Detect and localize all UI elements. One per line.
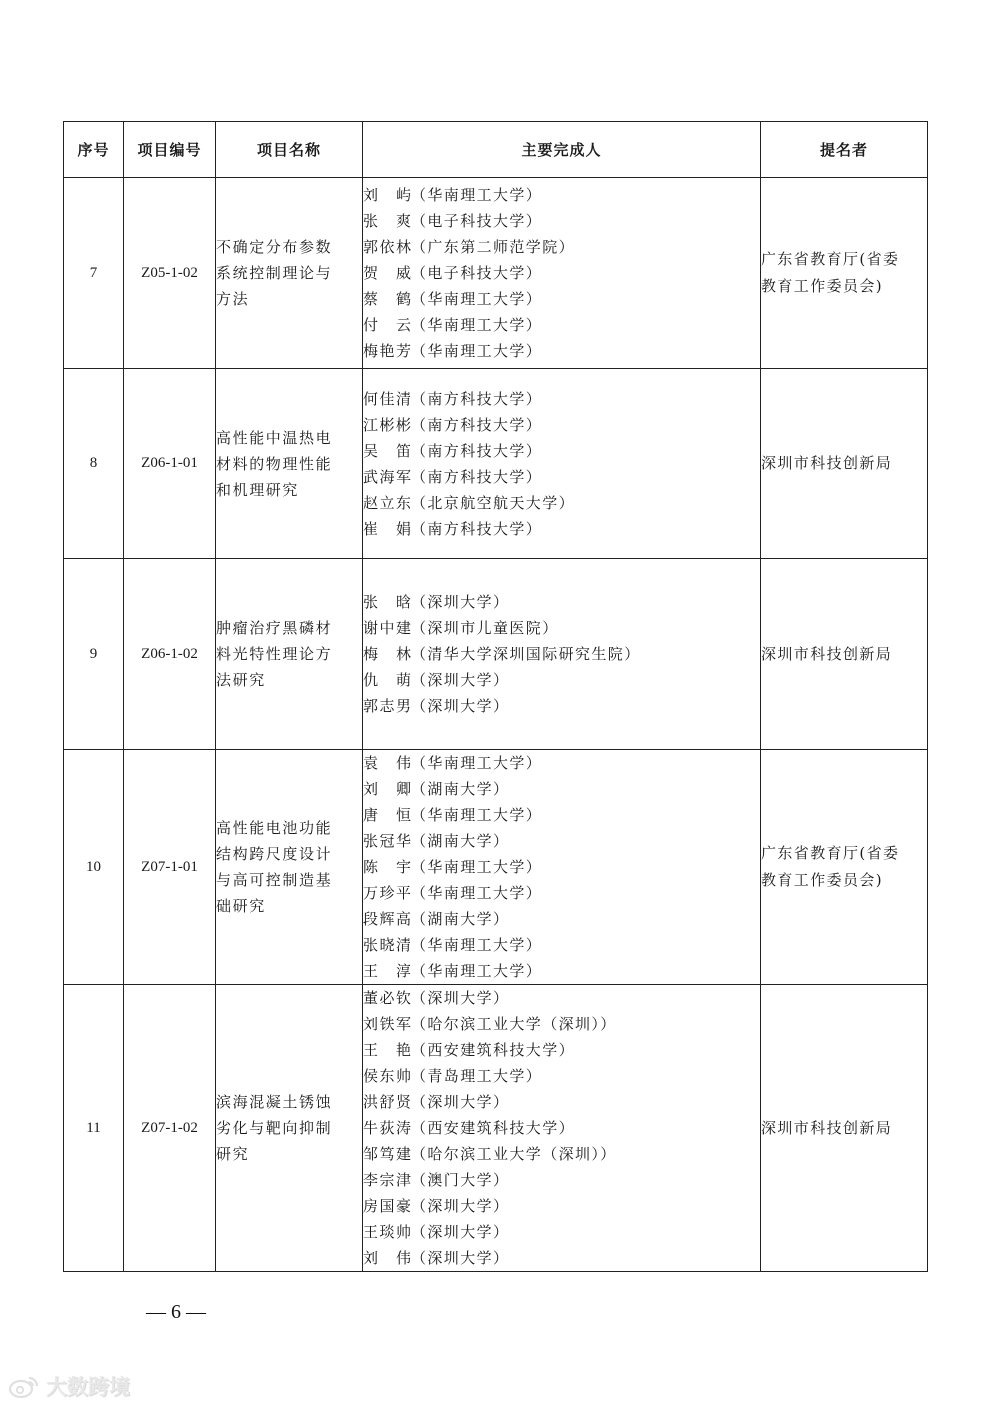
project-name-line: 高性能中温热电: [216, 428, 333, 447]
person-entry: [363, 906, 760, 932]
person-name: 段辉高: [363, 910, 411, 928]
person-entry: [363, 516, 760, 542]
person-entry: [363, 750, 760, 776]
person-name: 董必钦: [363, 989, 411, 1007]
project-name-line: 劣化与靶向抑制: [216, 1119, 333, 1137]
header-code: 项目编号: [124, 122, 216, 178]
cell-persons: [363, 750, 761, 985]
person-entry: [363, 338, 760, 364]
person-name: 房国豪: [363, 1197, 411, 1215]
person-name: 洪舒贤: [363, 1093, 411, 1111]
person-entry: [363, 1063, 760, 1089]
nominator-line: 教育工作委员会): [761, 277, 884, 295]
person-unit: （华南理工大学）: [411, 962, 543, 980]
header-persons: 主要完成人: [363, 122, 761, 178]
cell-nominator: [761, 369, 928, 559]
cell-persons: [363, 559, 761, 750]
person-entry: [363, 386, 760, 412]
person-unit: （华南理工大学）: [411, 806, 543, 824]
nominator-line: 广东省教育厅(省委: [761, 844, 900, 862]
person-name: 刘 伟: [363, 1249, 411, 1267]
person-unit: （深圳大学）: [411, 671, 510, 689]
person-entry: [363, 412, 760, 438]
person-name: 梅 林: [363, 645, 411, 663]
cell-code: Z06-1-02: [124, 559, 216, 750]
person-entry: [363, 693, 760, 719]
nominator-line: 教育工作委员会): [761, 871, 884, 889]
person-name: 付 云: [363, 316, 411, 334]
cell-no: 8: [64, 369, 124, 559]
person-name: 谢中建: [363, 619, 411, 637]
person-entry: [363, 1141, 760, 1167]
person-entry: [363, 208, 760, 234]
project-name-line: 与高可控制造基: [216, 871, 333, 889]
table-header-row: [64, 122, 928, 178]
table-row: [64, 559, 928, 750]
cell-no: 11: [64, 985, 124, 1272]
project-name-line: 材料的物理性能: [216, 454, 333, 473]
person-entry: [363, 1115, 760, 1141]
project-name-line: 法研究: [216, 671, 266, 689]
person-entry: [363, 589, 760, 615]
nominator-line: 广东省教育厅(省委: [761, 250, 900, 268]
person-entry: [363, 234, 760, 260]
cell-nominator: [761, 985, 928, 1272]
project-name-line: 系统控制理论与: [216, 264, 333, 282]
header-name: 项目名称: [216, 122, 363, 178]
person-name: 刘 屿: [363, 186, 411, 204]
person-unit: （深圳大学）: [411, 1197, 510, 1215]
person-unit: （深圳市儿童医院）: [411, 619, 559, 637]
cell-no: 7: [64, 178, 124, 369]
header-no: 序号: [64, 122, 124, 178]
person-entry: [363, 880, 760, 906]
person-unit: （广东第二师范学院）: [411, 238, 576, 256]
person-entry: [363, 312, 760, 338]
person-name: 武海军: [363, 467, 411, 486]
person-name: 王 艳: [363, 1041, 411, 1059]
table-row: [64, 750, 928, 985]
project-name-line: 础研究: [216, 897, 266, 915]
person-name: 李宗津: [363, 1171, 411, 1189]
person-unit: （清华大学深圳国际研究生院）: [411, 645, 641, 663]
person-unit: （南方科技大学）: [411, 389, 543, 408]
cell-code: Z07-1-01: [124, 750, 216, 985]
person-unit: （青岛理工大学）: [411, 1067, 543, 1085]
person-entry: [363, 438, 760, 464]
project-name-line: 肿瘤治疗黑磷材: [216, 619, 333, 637]
person-entry: [363, 490, 760, 516]
table-row: [64, 178, 928, 369]
person-unit: （深圳大学）: [411, 1249, 510, 1267]
person-unit: （西安建筑科技大学）: [411, 1119, 576, 1137]
person-entry: [363, 802, 760, 828]
awards-table: [63, 121, 928, 1272]
person-entry: [363, 464, 760, 490]
project-name-line: 和机理研究: [216, 480, 300, 499]
person-unit: （深圳大学）: [411, 697, 510, 715]
person-name: 刘铁军: [363, 1015, 411, 1033]
nominator-line: 深圳市科技创新局: [761, 644, 893, 663]
person-entry: [363, 958, 760, 984]
person-entry: [363, 932, 760, 958]
person-unit: （湖南大学）: [411, 910, 510, 928]
person-entry: [363, 615, 760, 641]
nominator-line: 深圳市科技创新局: [761, 454, 893, 472]
person-unit: （澳门大学）: [411, 1171, 510, 1189]
person-name: 张冠华: [363, 832, 411, 850]
person-name: 袁 伟: [363, 754, 411, 772]
person-unit: （哈尔滨工业大学（深圳））: [411, 1015, 617, 1033]
person-name: 贺 威: [363, 264, 411, 282]
header-nominator: 提名者: [761, 122, 928, 178]
person-name: 郭志男: [363, 697, 411, 715]
person-unit: （深圳大学）: [411, 1093, 510, 1111]
person-name: 张 晗: [363, 593, 411, 611]
cell-persons: [363, 178, 761, 369]
person-unit: （电子科技大学）: [411, 264, 543, 282]
person-entry: [363, 828, 760, 854]
person-entry: [363, 1167, 760, 1193]
cell-nominator: [761, 750, 928, 985]
weibo-logo-icon: [8, 1373, 42, 1399]
person-name: 赵立东: [363, 493, 411, 512]
person-name: 刘 卿: [363, 780, 411, 798]
cell-code: Z05-1-02: [124, 178, 216, 369]
person-name: 张 爽: [363, 212, 411, 230]
person-name: 郭依林: [363, 238, 411, 256]
person-name: 侯东帅: [363, 1067, 411, 1085]
person-entry: [363, 1089, 760, 1115]
person-unit: （南方科技大学）: [411, 519, 543, 538]
cell-project-name: [216, 178, 363, 369]
person-entry: [363, 854, 760, 880]
person-entry: [363, 1245, 760, 1271]
person-unit: （华南理工大学）: [411, 186, 543, 204]
person-unit: （华南理工大学）: [411, 754, 543, 772]
person-entry: [363, 667, 760, 693]
cell-nominator: [761, 178, 928, 369]
cell-project-name: [216, 559, 363, 750]
person-unit: （西安建筑科技大学）: [411, 1041, 576, 1059]
person-unit: （华南理工大学）: [411, 342, 543, 360]
person-name: 崔 娟: [363, 519, 411, 538]
table-row: [64, 985, 928, 1272]
person-name: 蔡 鹤: [363, 290, 411, 308]
person-entry: [363, 182, 760, 208]
table-row: [64, 369, 928, 559]
person-entry: [363, 641, 760, 667]
cell-code: Z06-1-01: [124, 369, 216, 559]
project-name-line: 结构跨尺度设计: [216, 845, 333, 863]
person-unit: （电子科技大学）: [411, 212, 543, 230]
person-name: 王 淳: [363, 962, 411, 980]
person-name: 何佳清: [363, 389, 411, 408]
project-name-line: 不确定分布参数: [216, 238, 333, 256]
person-unit: （深圳大学）: [411, 1223, 510, 1241]
person-name: 仇 萌: [363, 671, 411, 689]
person-entry: [363, 260, 760, 286]
project-name-line: 研究: [216, 1145, 250, 1163]
person-name: 吴 笛: [363, 441, 411, 460]
person-entry: [363, 1011, 760, 1037]
cell-project-name: [216, 985, 363, 1272]
person-unit: （南方科技大学）: [411, 441, 543, 460]
project-name-line: 高性能电池功能: [216, 819, 333, 837]
person-entry: [363, 985, 760, 1011]
person-name: 牛荻涛: [363, 1119, 411, 1137]
cell-code: Z07-1-02: [124, 985, 216, 1272]
cell-no: 10: [64, 750, 124, 985]
project-name-line: 方法: [216, 290, 250, 308]
person-name: 梅艳芳: [363, 342, 411, 360]
person-unit: （深圳大学）: [411, 593, 510, 611]
person-entry: [363, 776, 760, 802]
person-entry: [363, 1219, 760, 1245]
person-name: 陈 宇: [363, 858, 411, 876]
cell-project-name: [216, 750, 363, 985]
person-unit: （华南理工大学）: [411, 884, 543, 902]
cell-persons: [363, 369, 761, 559]
cell-nominator: [761, 559, 928, 750]
cell-project-name: [216, 369, 363, 559]
person-name: 万珍平: [363, 884, 411, 902]
person-name: 张晓清: [363, 936, 411, 954]
project-name-line: 滨海混凝土锈蚀: [216, 1093, 333, 1111]
person-entry: [363, 1037, 760, 1063]
person-unit: （华南理工大学）: [411, 936, 543, 954]
project-name-line: 料光特性理论方: [216, 645, 333, 663]
cell-no: 9: [64, 559, 124, 750]
person-name: 王琰帅: [363, 1223, 411, 1241]
watermark-text: 大数跨境: [46, 1375, 130, 1399]
person-name: 唐 恒: [363, 806, 411, 824]
person-name: 邹笃建: [363, 1145, 411, 1163]
watermark: [8, 1371, 130, 1401]
person-unit: （华南理工大学）: [411, 290, 543, 308]
person-unit: （南方科技大学）: [411, 467, 543, 486]
person-unit: （南方科技大学）: [411, 415, 543, 434]
person-unit: （湖南大学）: [411, 780, 510, 798]
person-unit: （湖南大学）: [411, 832, 510, 850]
person-unit: （华南理工大学）: [411, 316, 543, 334]
person-unit: （深圳大学）: [411, 989, 510, 1007]
person-entry: [363, 286, 760, 312]
page-number: — 6 —: [146, 1301, 206, 1323]
person-name: 江彬彬: [363, 415, 411, 434]
person-entry: [363, 1193, 760, 1219]
person-unit: （哈尔滨工业大学（深圳））: [411, 1145, 617, 1163]
cell-persons: [363, 985, 761, 1272]
nominator-line: 深圳市科技创新局: [761, 1118, 893, 1137]
person-unit: （北京航空航天大学）: [411, 493, 576, 512]
person-unit: （华南理工大学）: [411, 858, 543, 876]
